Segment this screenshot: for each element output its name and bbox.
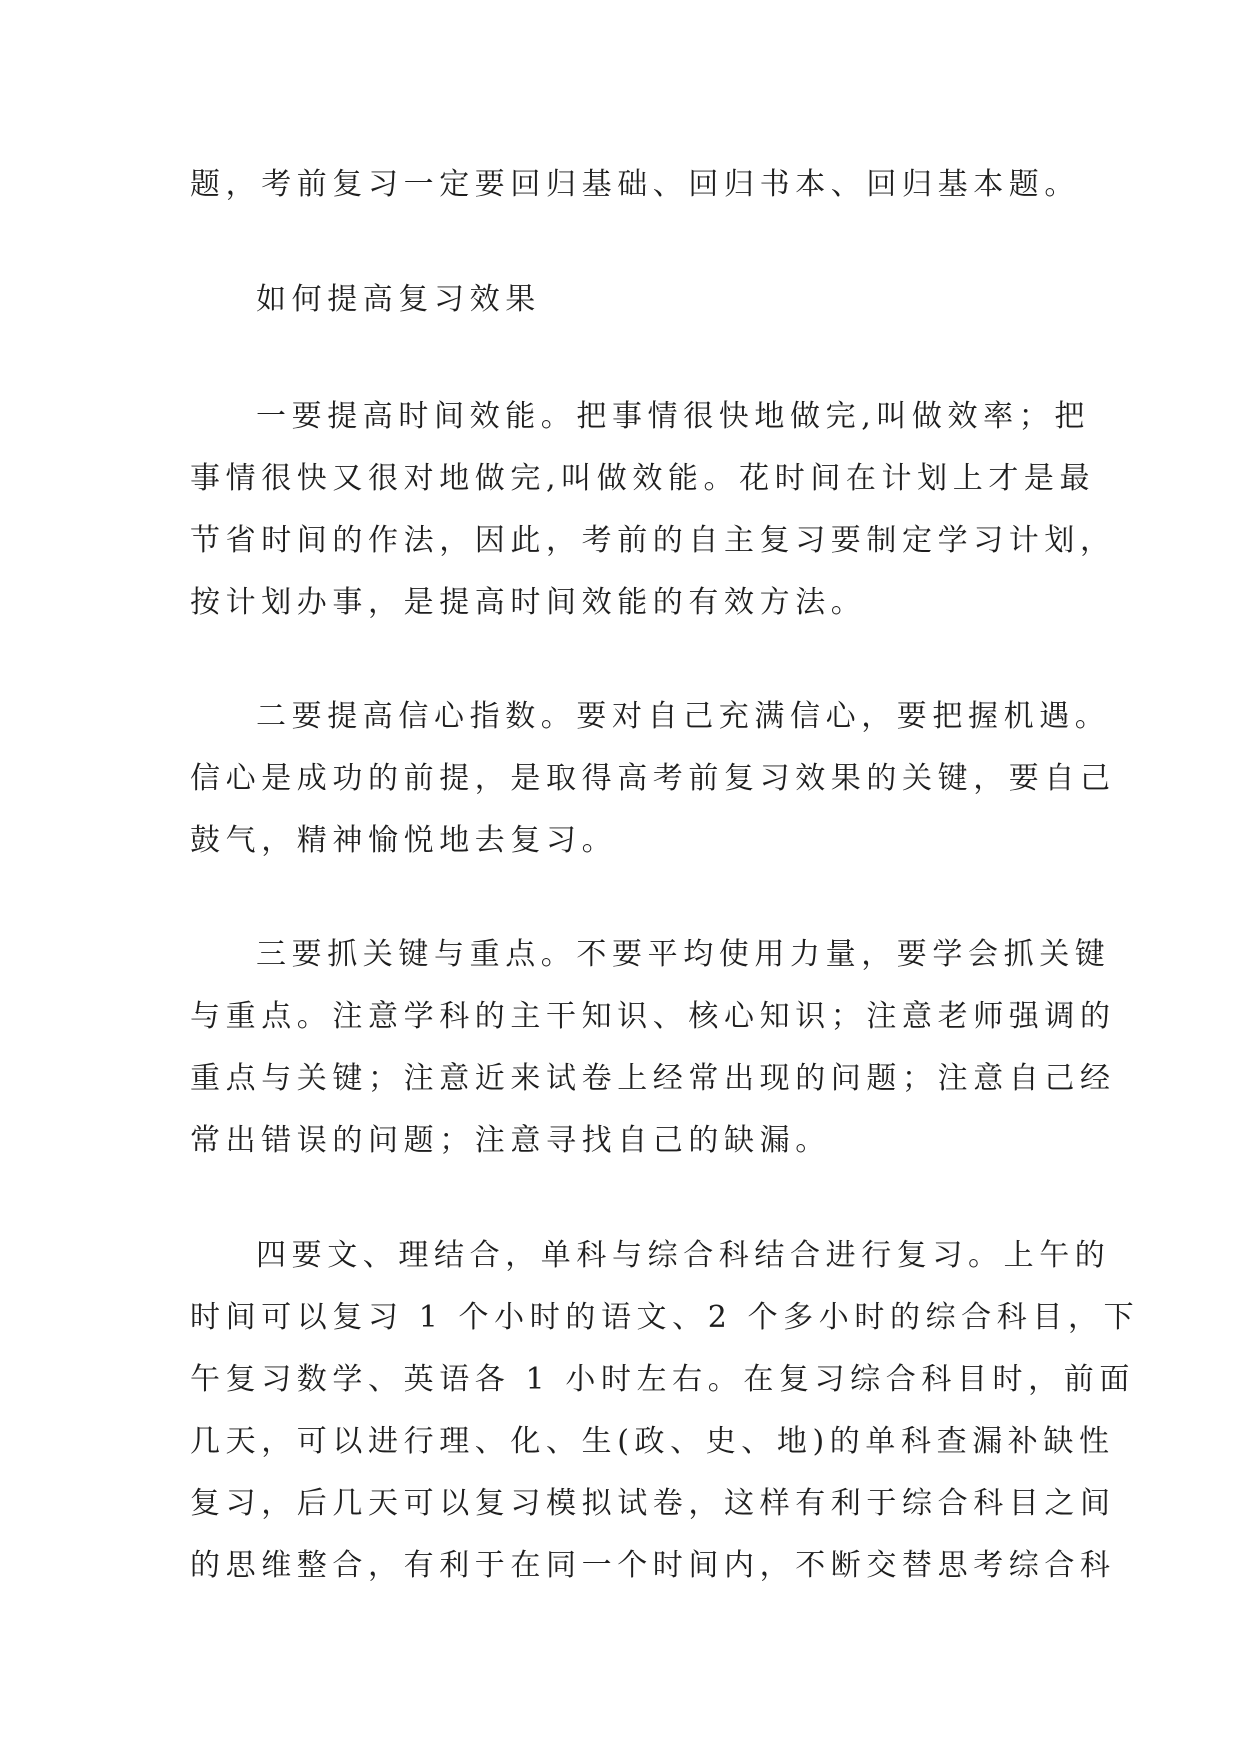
paragraph-line: 鼓气，精神愉悦地去复习。 [190, 823, 618, 858]
paragraph-line: 与重点。注意学科的主干知识、核心知识；注意老师强调的 [190, 999, 1116, 1034]
paragraph-line: 事情很快又很对地做完,叫做效能。花时间在计划上才是最 [190, 461, 1096, 496]
paragraph-line: 复习，后几天可以复习模拟试卷，这样有利于综合科目之间 [190, 1486, 1116, 1521]
paragraph-line: 几天，可以进行理、化、生(政、史、地)的单科查漏补缺性 [190, 1424, 1115, 1459]
paragraph-line: 时间可以复习 1 个小时的语文、2 个多小时的综合科目，下 [190, 1300, 1140, 1335]
paragraph-line: 二要提高信心指数。要对自己充满信心，要把握机遇。 [256, 699, 1111, 734]
paragraph-line: 三要抓关键与重点。不要平均使用力量，要学会抓关键 [256, 937, 1111, 972]
paragraph-line: 一要提高时间效能。把事情很快地做完,叫做效率；把 [256, 399, 1090, 434]
paragraph-line: 按计划办事，是提高时间效能的有效方法。 [190, 585, 867, 620]
paragraph-line: 的思维整合，有利于在同一个时间内，不断交替思考综合科 [190, 1548, 1116, 1583]
section-heading: 如何提高复习效果 [256, 282, 541, 317]
paragraph-line: 节省时间的作法，因此，考前的自主复习要制定学习计划， [190, 523, 1116, 558]
paragraph-line: 午复习数学、英语各 1 小时左右。在复习综合科目时，前面 [190, 1362, 1135, 1397]
paragraph-line: 重点与关键；注意近来试卷上经常出现的问题；注意自己经 [190, 1061, 1116, 1096]
paragraph-line: 常出错误的问题；注意寻找自己的缺漏。 [190, 1123, 831, 1158]
paragraph-line: 题，考前复习一定要回归基础、回归书本、回归基本题。 [190, 167, 1080, 202]
paragraph-line: 信心是成功的前提，是取得高考前复习效果的关键，要自己 [190, 761, 1116, 796]
paragraph-line: 四要文、理结合，单科与综合科结合进行复习。上午的 [256, 1238, 1111, 1273]
